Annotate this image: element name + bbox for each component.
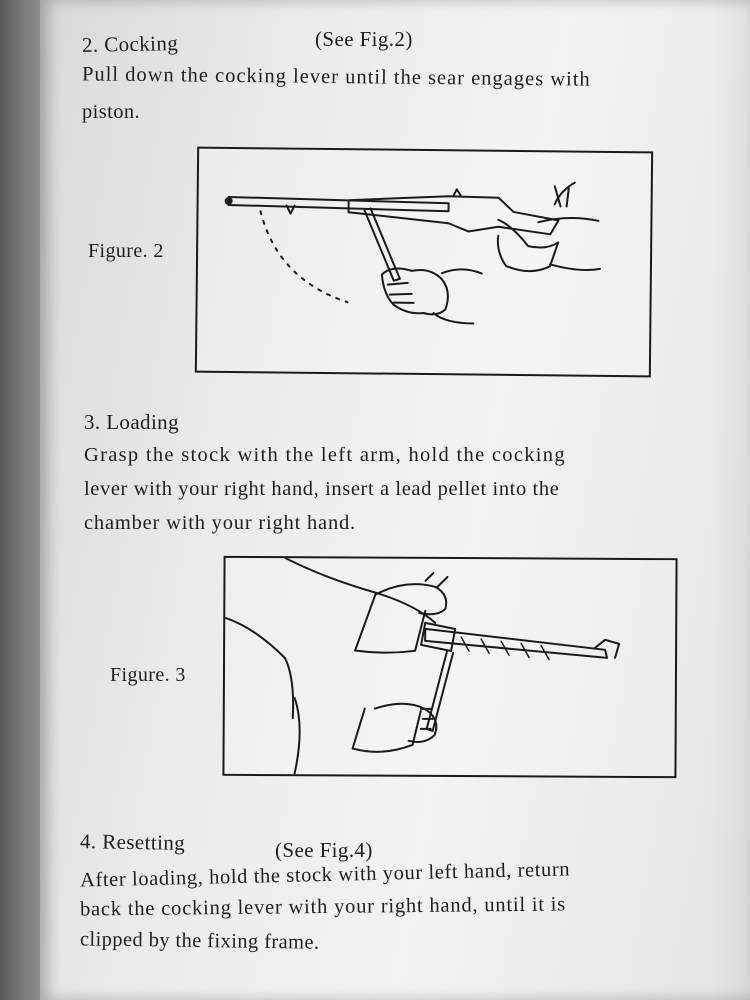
resetting-line-3: clipped by the fixing frame. [79, 928, 320, 954]
resetting-heading: 4. Resetting [79, 829, 186, 855]
figure-3-label: Figure. 3 [110, 664, 186, 686]
book-spine [0, 0, 42, 1000]
cocking-figure-ref: (See Fig.2) [315, 27, 413, 51]
loading-heading: 3. Loading [84, 410, 179, 434]
figure-3-illustration [222, 556, 677, 778]
figure-2-illustration [195, 147, 653, 378]
loading-line-3: chamber with your right hand. [84, 512, 356, 534]
cocking-line-1: Pull down the cocking lever until the sear engages with [81, 63, 591, 91]
figure-2-label: Figure. 2 [88, 240, 164, 262]
resetting-figure-ref: (See Fig.4) [275, 838, 373, 862]
cocking-heading: 2. Cocking [81, 30, 179, 58]
manual-page [40, 0, 750, 1000]
resetting-line-1: After loading, hold the stock with your left hand, return [79, 858, 571, 892]
loading-line-2: lever with your right hand, insert a lead pellet into the [84, 478, 560, 500]
loading-line-1: Grasp the stock with the left arm, hold the cocking [84, 444, 566, 466]
rifle-loading-drawing [224, 558, 675, 776]
cocking-line-2: piston. [82, 101, 141, 123]
rifle-cocking-drawing [197, 149, 651, 376]
page-edge-shadow [710, 0, 750, 1000]
resetting-line-2: back the cocking lever with your right hand, until it is [79, 893, 567, 921]
